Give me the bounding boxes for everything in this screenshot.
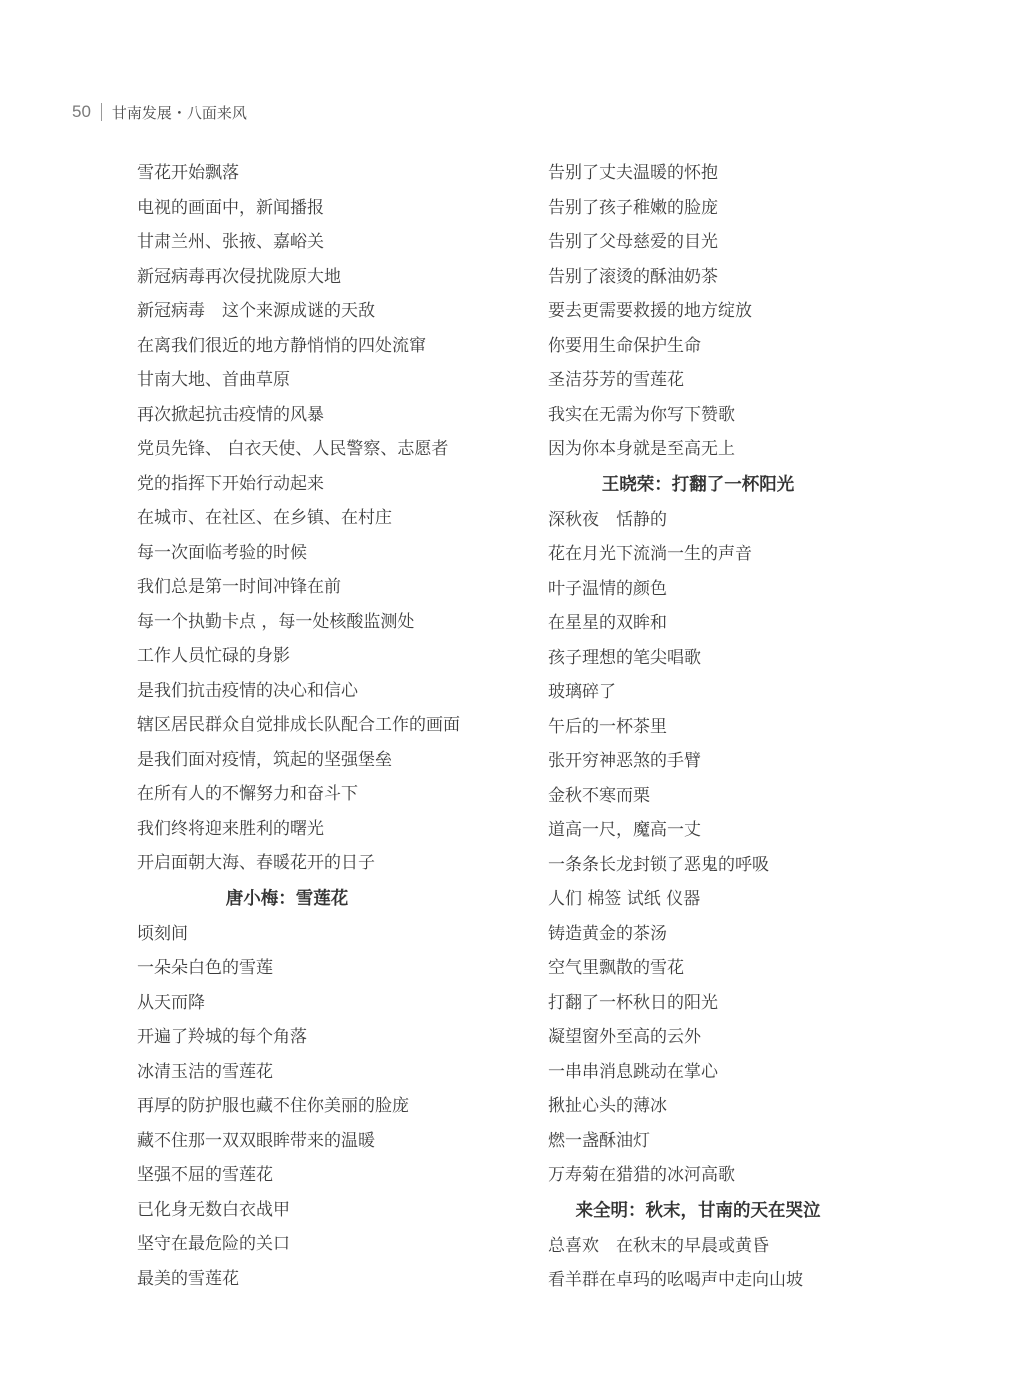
poem-line: 一串串消息跳动在掌心: [548, 1061, 718, 1082]
poem-line: 电视的画面中，新闻播报: [137, 197, 324, 218]
poem-line: 坚守在最危险的关口: [137, 1234, 290, 1254]
poem-line: 冰清玉洁的雪莲花: [137, 1061, 273, 1082]
poem-line: 告别了滚烫的酥油奶茶: [548, 266, 718, 287]
poem-line: 一条条长龙封锁了恶鬼的呼吸: [548, 854, 769, 875]
poem-line: 圣洁芬芳的雪莲花: [548, 370, 684, 390]
poem-line: 道高一尺，魔高一丈: [548, 820, 701, 840]
poem-line: 我实在无需为你写下赞歌: [548, 404, 735, 425]
poem-line: 孩子理想的笔尖唱歌: [548, 647, 701, 668]
poem-line: 万寿菊在猎猎的冰河高歌: [548, 1165, 735, 1185]
page-header: [72, 101, 247, 123]
poem-line: 揪扯心头的薄冰: [548, 1096, 667, 1116]
poem-line: 告别了父母慈爱的目光: [548, 232, 718, 252]
poem-line: 花在月光下流淌一生的声音: [548, 544, 752, 564]
poem-line: 告别了孩子稚嫩的脸庞: [548, 197, 718, 218]
left-column: [137, 156, 497, 1296]
poem-line: 工作人员忙碌的身影: [137, 646, 290, 666]
poem-line: 铸造黄金的茶汤: [548, 923, 667, 944]
poem-line: 藏不住那一双双眼眸带来的温暖: [137, 1130, 375, 1151]
poem-line: 顷刻间: [137, 923, 188, 944]
poem-line: 在离我们很近的地方静悄悄的四处流窜: [137, 335, 426, 356]
poem-line: 人们 棉签 试纸 仪器: [548, 889, 701, 909]
poem-line: 午后的一杯茶里: [548, 716, 667, 737]
poem-line: 每一个执勤卡点 ，每一处核酸监测处: [137, 611, 415, 632]
poem-line: 燃一盏酥油灯: [548, 1130, 650, 1151]
header-divider: [101, 103, 102, 121]
poem-line: 在星星的双眸和: [548, 613, 667, 633]
poem-line: 在所有人的不懈努力和奋斗下: [137, 784, 358, 804]
poem-line: 我们总是第一时间冲锋在前: [137, 577, 341, 597]
poem-line: 是我们抗击疫情的决心和信心: [137, 680, 358, 701]
poem-line: 打翻了一杯秋日的阳光: [548, 992, 718, 1013]
poem-line: 空气里飘散的雪花: [548, 958, 684, 978]
poem-line: 一朵朵白色的雪莲: [137, 958, 273, 978]
poem-line: 每一次面临考验的时候: [137, 542, 307, 563]
poem-line: 玻璃碎了: [548, 682, 616, 702]
poem-line: 因为你本身就是至高无上: [548, 439, 735, 459]
poem-heading: 唐小梅：雪莲花: [225, 888, 349, 909]
poem-line: 甘南大地、首曲草原: [137, 370, 290, 390]
poem-line: 开遍了羚城的每个角落: [137, 1027, 307, 1047]
poem-line: 我们终将迎来胜利的曙光: [137, 818, 324, 839]
poem-line: 再厚的防护服也藏不住你美丽的脸庞: [137, 1096, 409, 1116]
poem-line: 开启面朝大海、春暖花开的日子: [137, 853, 375, 873]
poem-line: 从天而降: [137, 992, 205, 1013]
poem-line: 辖区居民群众自觉排成长队配合工作的画面: [137, 715, 460, 735]
poem-line: 张开穷神恶煞的手臂: [548, 751, 701, 771]
poem-line: 新冠病毒再次侵扰陇原大地: [137, 266, 341, 287]
poem-line: 总喜欢 在秋末的早晨或黄昏: [548, 1235, 769, 1256]
poem-line: 凝望窗外至高的云外: [548, 1027, 701, 1047]
right-column: [548, 156, 908, 1298]
poem-line: 金秋不寒而栗: [548, 785, 650, 806]
poem-line: 在城市、在社区、在乡镇、在村庄: [137, 508, 392, 528]
poem-line: 告别了丈夫温暖的怀抱: [548, 163, 718, 183]
poem-line: 再次掀起抗击疫情的风暴: [137, 404, 324, 425]
page-number: 50: [72, 102, 91, 121]
poem-line: 党的指挥下开始行动起来: [137, 473, 324, 494]
poem-line: 已化身无数白衣战甲: [137, 1199, 290, 1220]
poem-line: 深秋夜 恬静的: [548, 509, 667, 530]
poem-heading: 来全明：秋末，甘南的天在哭泣: [575, 1200, 821, 1221]
poem-line: 最美的雪莲花: [137, 1268, 239, 1289]
poem-heading: 王晓荣：打翻了一杯阳光: [601, 474, 795, 495]
poem-line: 是我们面对疫情，筑起的坚强堡垒: [137, 749, 392, 770]
poem-line: 雪花开始飘落: [137, 163, 239, 183]
poem-line: 你要用生命保护生命: [548, 335, 701, 356]
poem-line: 要去更需要救援的地方绽放: [548, 301, 752, 321]
poem-line: 看羊群在卓玛的吆喝声中走向山坡: [548, 1270, 803, 1290]
poem-line: 新冠病毒 这个来源成谜的天敌: [137, 301, 375, 321]
section-title: 甘南发展・八面来风: [111, 103, 247, 122]
poem-line: 坚强不屈的雪莲花: [137, 1165, 273, 1185]
poem-line: 甘肃兰州、张掖、嘉峪关: [137, 232, 324, 252]
poem-line: 叶子温情的颜色: [548, 578, 667, 599]
poem-line: 党员先锋、 白衣天使、人民警察、志愿者: [137, 439, 449, 459]
